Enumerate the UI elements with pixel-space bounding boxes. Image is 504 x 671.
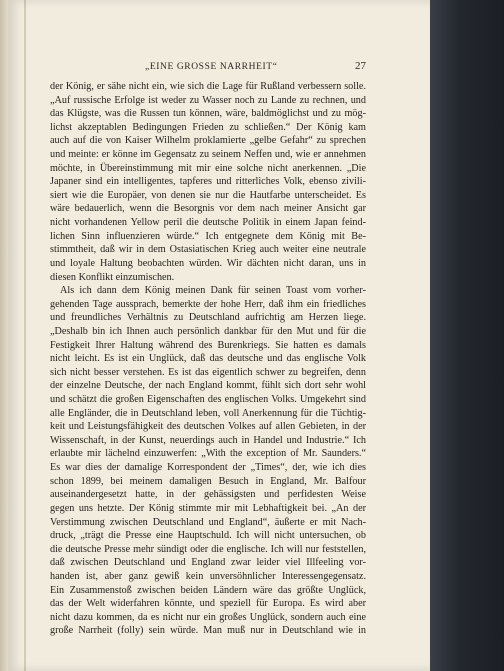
text-line: stimmtheit, daß wir in dem Ostasiatischen Krieg auch weiter eine neutrale (50, 244, 366, 256)
text-line: lichst akzeptablen Bedingungen Frieden zu schließen.“ Der König kam (50, 121, 366, 133)
text-line: „Deshalb bin ich Ihnen auch persönlich dankbar für den Mut und für die (50, 325, 366, 337)
text-line: Es war dies der damalige Korrespondent der „Times“, der, wie ich dies (50, 462, 366, 474)
text-line: und loyale Haltung beobachten würden. Wir dächten nicht daran, uns in (50, 257, 366, 269)
text-line: keit und Leistungsfähigkeit des deutschen Volkes auf allen Gebieten, in der (50, 421, 366, 433)
gutter-shadow (24, 0, 26, 671)
body-text (50, 80, 366, 638)
text-line: das der Welt widerfahren könnte, und speziell für Europa. Es wird aber (50, 598, 366, 610)
text-line: und meinte: er könne im Gegensatz zu seinem Neffen und, wie er annehmen (50, 149, 366, 161)
text-line: druck, „trägt die Presse eine Hauptschuld. Ich will nicht untersuchen, ob (50, 530, 366, 542)
text-line: nicht dazu kommen, da es nicht nur ein großes Unglück, sondern auch eine (50, 611, 366, 623)
text-line: daß zwischen Deutschland und England zwar leider viel Illfeeling vor- (50, 557, 366, 569)
text-line: Ein Zusammenstoß zwischen beiden Ländern wäre das größte Unglück, (50, 584, 366, 596)
book-cover-edge (430, 0, 504, 671)
page-header (50, 62, 366, 76)
text-line: der einzelne Deutsche, der nach England kommt, fühlt sich dort sehr wohl (50, 380, 366, 392)
text-line: das Klügste, was die Russen tun können, wäre, baldmöglichst und zu mög- (50, 108, 366, 120)
text-line: schon 1899, bei meinem damaligen Besuch in England, Mr. Balfour (50, 475, 366, 487)
text-line: und schätzt die großen Eigenschaften des englischen Volks. Umgekehrt sind (50, 394, 366, 406)
running-title: „EINE GROSSE NARRHEIT“ (145, 62, 278, 72)
text-line: „Auf russische Erfolge ist weder zu Wasser noch zu Lande zu rechnen, und (50, 94, 366, 106)
text-line: auch auf die von Kaiser Wilhelm proklamierte „gelbe Gefahr“ zu sprechen (50, 135, 366, 147)
text-line: sich nicht besser verstehen. Es ist das eigentlich schwer zu begreifen, denn (50, 366, 366, 378)
text-line: nicht vorhandenen Yellow peril die deutsche Politik in einem Japan feind- (50, 217, 366, 229)
text-line: Verstimmung zwischen Deutschland und England“, äußerte er mit Nach- (50, 516, 366, 528)
text-line: wäre bedauerlich, wenn die Besorgnis vor dem nach meiner Ansicht gar (50, 203, 366, 215)
text-line: lichen Sinn influenzieren würde.“ Ich entgegnete dem König mit Be- (50, 230, 366, 242)
text-line: große Narrheit (folly) sein würde. Man muß nur in Deutschland wie in (50, 625, 366, 637)
text-line: möchte, in Übereinstimmung mit mir eine solche nicht anerkennen. „Die (50, 162, 366, 174)
text-line: der König, er sähe nicht ein, wie sich die Lage für Rußland verbessern solle. (50, 81, 366, 92)
text-line: Festigkeit Ihrer Haltung während des Burenkriegs. Sie hatten es damals (50, 339, 366, 351)
page-number: 27 (355, 60, 366, 72)
text-line: nicht leicht. Es ist ein Unglück, daß das deutsche und das englische Volk (50, 353, 366, 365)
text-line: diesen Konflikt einzumischen. (50, 271, 175, 283)
text-line: handen ist, aber ganz gewiß kein unversöhnlicher Interessengegensatz. (50, 570, 366, 582)
text-line: erlaubte mir lächelnd einzuwerfen: „With the exception of Mr. Saunders.“ (50, 448, 366, 460)
text-line: und freundliches Verhältnis zu Deutschland aufrichtig am Herzen liege. (50, 312, 366, 324)
text-line: alle Engländer, die in Deutschland leben, voll Anerkennung für die Tüchtig- (50, 407, 366, 419)
text-line: auseinandergesetzt hatte, in der gehässigsten und perfidesten Weise (50, 489, 366, 501)
text-line: gegen uns hetzte. Der König stimmte mir mit Lebhaftigkeit bei. „An der (50, 502, 366, 514)
text-line: siert wie die Europäer, von denen sie nur die Hautfarbe unterscheidet. Es (50, 189, 366, 201)
text-line: Als ich dann dem König meinen Dank für seinen Toast vom vorher- (60, 285, 366, 297)
text-line: gehenden Tage aussprach, bemerkte der hohe Herr, daß ihm ein friedliches (50, 298, 366, 310)
text-line: Japaner sind ein intelligentes, tapferes und ritterliches Volk, ebenso zivili- (50, 176, 366, 188)
text-line: Wissenschaft, in der Kunst, neuerdings auch in Handel und Industrie.“ Ich (50, 434, 366, 446)
text-line: die deutsche Presse mehr sündigt oder die englische. Ich will nur feststellen, (50, 543, 366, 555)
